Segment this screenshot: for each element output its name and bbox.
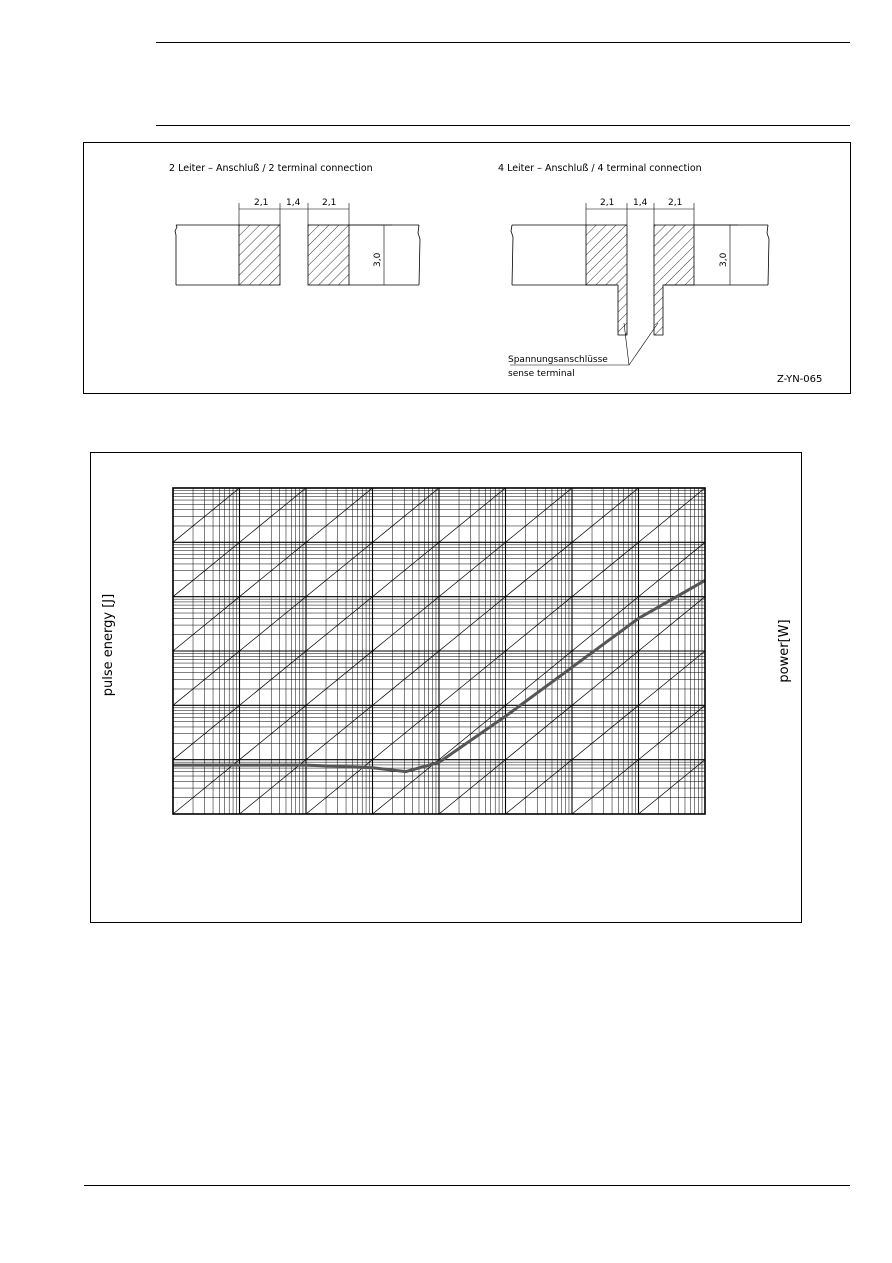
- iso-line: [173, 488, 240, 542]
- ylabel-right: power[W]: [777, 619, 792, 683]
- iso-line: [173, 488, 506, 760]
- right-dim-pad-1: 2,1: [600, 198, 615, 208]
- iso-line: [639, 760, 706, 814]
- left-pad-2: [308, 225, 349, 285]
- right-diagram-title: 4 Leiter – Anschluß / 4 terminal connection: [498, 163, 702, 174]
- left-pad-1: [239, 225, 280, 285]
- drawing-code: Z-YN-065: [777, 374, 823, 385]
- iso-line: [373, 542, 706, 814]
- iso-line: [173, 488, 373, 651]
- left-diagram-title: 2 Leiter – Anschluß / 2 terminal connection: [169, 163, 373, 174]
- sense-label-en: sense terminal: [508, 369, 575, 379]
- pulse-energy-chart: [91, 453, 801, 922]
- right-pad-2: [654, 225, 694, 335]
- left-dim-height: 3,0: [373, 252, 383, 267]
- iso-line: [506, 651, 706, 814]
- header-rule-bottom: [156, 125, 850, 126]
- terminal-diagram: [84, 143, 850, 393]
- left-dim-pad-1: 2,1: [254, 198, 269, 208]
- terminal-diagram-frame: [83, 142, 851, 394]
- sense-label-de: Spannungsanschlüsse: [508, 355, 608, 365]
- four-terminal-drawing: [508, 198, 769, 379]
- right-pad-1: [586, 225, 627, 335]
- chart-frame: [90, 452, 802, 923]
- right-dim-height: 3,0: [719, 252, 729, 267]
- left-dim-pad-2: 2,1: [322, 198, 337, 208]
- footer-rule: [84, 1185, 850, 1186]
- ylabel-left: pulse energy [J]: [101, 593, 116, 697]
- header-rule-top: [156, 42, 850, 43]
- right-dim-gap: 1,4: [633, 198, 648, 208]
- right-dim-pad-2: 2,1: [668, 198, 683, 208]
- left-dim-gap: 1,4: [286, 198, 301, 208]
- two-terminal-drawing: [175, 198, 420, 285]
